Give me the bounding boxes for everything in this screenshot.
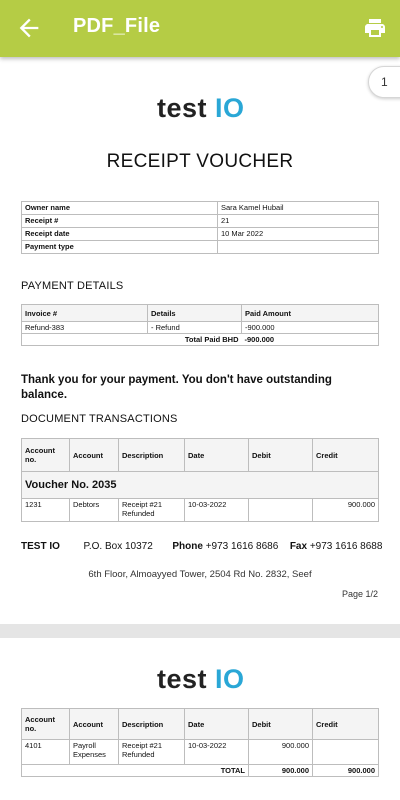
column-header: Date	[185, 439, 249, 472]
total-label: TOTAL	[22, 765, 249, 777]
transactions-table-page2	[21, 708, 379, 777]
logo-text: test	[157, 93, 216, 123]
info-label: Receipt #	[22, 215, 218, 228]
total-debit: 900.000	[249, 765, 313, 777]
column-header: Details	[148, 305, 242, 322]
footer-fax-label: Fax	[289, 541, 308, 552]
table-row	[22, 322, 379, 334]
column-header: Credit	[313, 439, 379, 472]
credit-cell: 900.000	[313, 499, 379, 522]
total-row	[22, 334, 379, 346]
account-cell: Payroll Expenses	[70, 740, 119, 765]
info-label: Owner name	[22, 202, 218, 215]
page-indicator-badge: 1	[368, 66, 400, 98]
column-header: Invoice #	[22, 305, 148, 322]
account-no-cell: 1231	[22, 499, 70, 522]
table-row	[22, 202, 379, 215]
footer-phone-label: Phone	[172, 541, 203, 552]
total-paid-label: Total Paid BHD	[22, 334, 242, 346]
account-no-cell: 4101	[22, 740, 70, 765]
column-header: Account no.	[22, 439, 70, 472]
company-logo	[157, 664, 245, 695]
column-header: Debit	[249, 439, 313, 472]
date-cell: 10-03-2022	[185, 740, 249, 765]
column-header: Description	[119, 709, 185, 740]
description-cell: Receipt #21 Refunded	[119, 499, 185, 522]
logo-accent-text: IO	[215, 93, 245, 123]
total-row	[22, 765, 379, 777]
page-separator	[0, 624, 400, 638]
document-title: RECEIPT VOUCHER	[106, 151, 294, 172]
logo-accent-text: IO	[215, 664, 245, 694]
account-cell: Debtors	[70, 499, 119, 522]
app-bar	[0, 0, 400, 57]
column-header: Debit	[249, 709, 313, 740]
thank-you-message: Thank you for your payment. You don't have outstanding balance.	[21, 374, 332, 401]
page-number: Page 1/2	[341, 589, 378, 599]
voucher-number: Voucher No. 2035	[22, 472, 379, 499]
column-header: Date	[185, 709, 249, 740]
column-header: Account no.	[22, 709, 70, 740]
company-footer	[21, 541, 381, 552]
pdf-viewer[interactable]	[0, 57, 400, 800]
info-value: 10 Mar 2022	[218, 228, 379, 241]
footer-address: 6th Floor, Almoayyed Tower, 2504 Rd No. 2832, Seef	[88, 569, 312, 580]
logo-text: test	[157, 664, 216, 694]
details-cell: - Refund	[148, 322, 242, 334]
credit-cell	[313, 740, 379, 765]
payment-details-heading: PAYMENT DETAILS	[21, 280, 124, 292]
print-icon[interactable]	[363, 16, 387, 40]
footer-company: TEST IO	[21, 541, 60, 552]
table-row	[22, 215, 379, 228]
debit-cell	[249, 499, 313, 522]
info-value: 21	[218, 215, 379, 228]
column-header: Description	[119, 439, 185, 472]
app-title: PDF_File	[73, 15, 161, 37]
column-header: Account	[70, 439, 119, 472]
table-row	[22, 228, 379, 241]
column-header: Credit	[313, 709, 379, 740]
description-cell: Receipt #21 Refunded	[119, 740, 185, 765]
footer-phone: +973 1616 8686	[205, 541, 279, 552]
voucher-row	[22, 472, 379, 499]
back-arrow-icon[interactable]	[15, 14, 43, 42]
total-paid-value: -900.000	[242, 334, 379, 346]
invoice-cell: Refund-383	[22, 322, 148, 334]
table-header-row	[22, 709, 379, 740]
payment-details-table	[21, 304, 379, 346]
paid-amount-cell: -900.000	[242, 322, 379, 334]
info-value	[218, 241, 379, 254]
info-label: Payment type	[22, 241, 218, 254]
column-header: Account	[70, 709, 119, 740]
info-value: Sara Kamel Hubail	[218, 202, 379, 215]
info-label: Receipt date	[22, 228, 218, 241]
date-cell: 10-03-2022	[185, 499, 249, 522]
receipt-info-table	[21, 201, 379, 254]
table-row	[22, 241, 379, 254]
total-credit: 900.000	[313, 765, 379, 777]
company-logo	[157, 93, 245, 124]
footer-pobox: P.O. Box 10372	[83, 541, 153, 552]
debit-cell: 900.000	[249, 740, 313, 765]
transactions-table	[21, 438, 379, 522]
table-row	[22, 499, 379, 522]
table-header-row	[22, 439, 379, 472]
footer-fax: +973 1616 8688	[309, 541, 383, 552]
table-header-row	[22, 305, 379, 322]
column-header: Paid Amount	[242, 305, 379, 322]
table-row	[22, 740, 379, 765]
document-transactions-heading: DOCUMENT TRANSACTIONS	[21, 413, 178, 425]
